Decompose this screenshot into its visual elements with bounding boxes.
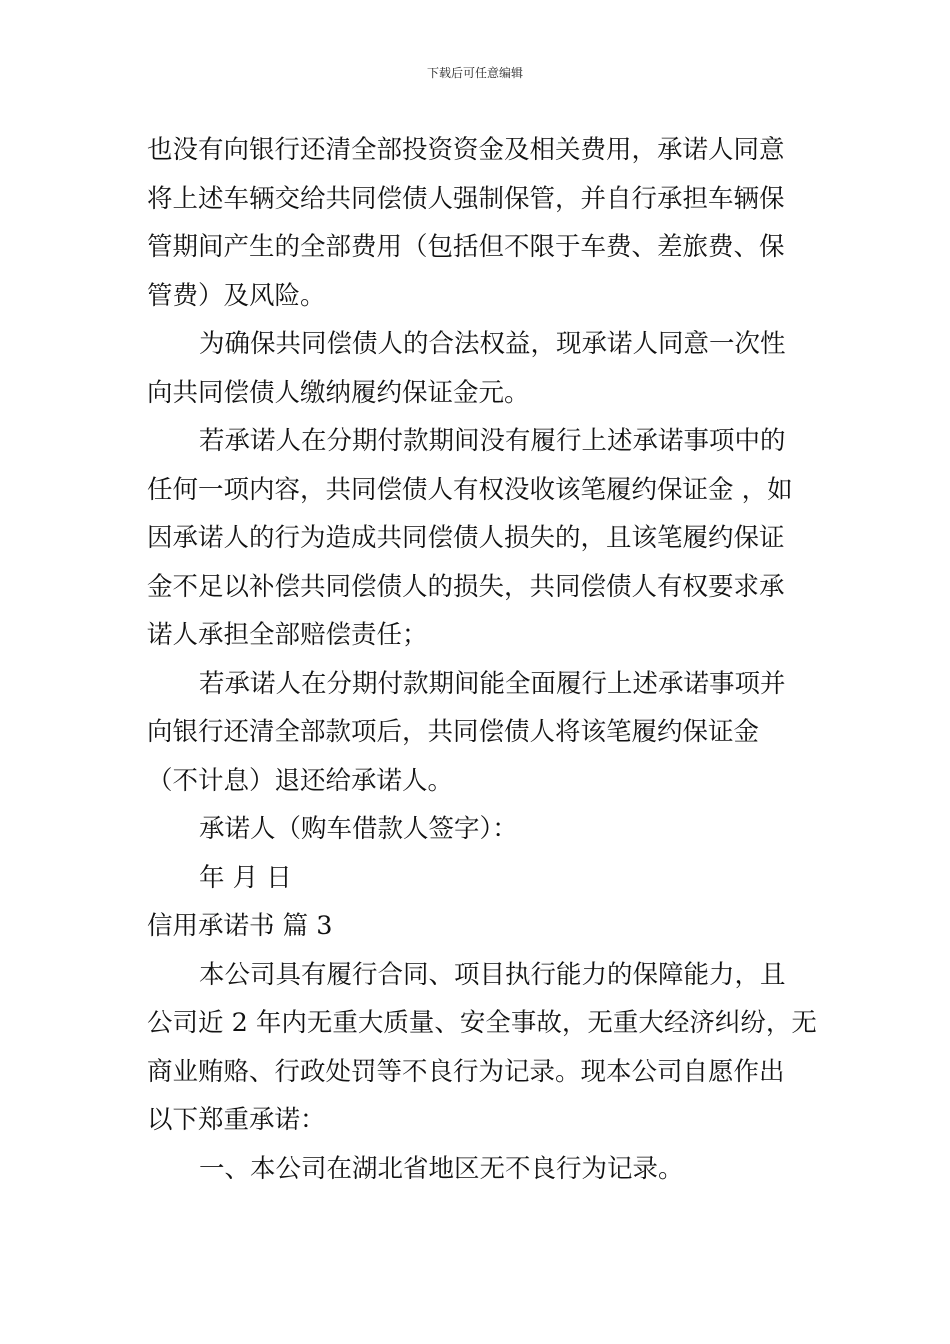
- paragraph-vehicle-custody: [147, 126, 809, 320]
- date-line: [147, 854, 809, 903]
- text-line: 管期间产生的全部费用（包括但不限于车费、差旅费、保: [147, 232, 785, 262]
- document-body: [147, 126, 817, 1193]
- paragraph-refund: [147, 660, 809, 806]
- text-line: 若承诺人在分期付款期间能全面履行上述承诺事项并: [199, 668, 786, 699]
- text-line: 为确保共同偿债人的合法权益，现承诺人同意一次性: [199, 329, 786, 359]
- signature-line: [147, 805, 809, 854]
- text-line: 诺人承担全部赔偿责任；: [147, 620, 428, 650]
- paragraph-deposit: [147, 320, 809, 417]
- text-line: 若承诺人在分期付款期间没有履行上述承诺事项中的: [199, 426, 786, 456]
- text-line: 向共同偿债人缴纳履约保证金元。: [147, 377, 530, 408]
- text-line: 管费）及风险。: [147, 280, 326, 311]
- signature-label: 承诺人（购车借款人签字）：: [199, 814, 518, 844]
- text-line: 也没有向银行还清全部投资资金及相关费用，承诺人同意: [147, 135, 785, 165]
- text-line: 因承诺人的行为造成共同偿债人损失的，且该笔履约保证: [147, 523, 785, 553]
- section-title: 信用承诺书 篇 3: [147, 911, 333, 941]
- text-line: 将上述车辆交给共同偿债人强制保管，并自行承担车辆保: [147, 183, 785, 214]
- text-line: 本公司具有履行合同、项目执行能力的保障能力，且: [199, 959, 786, 990]
- text-line: 一、本公司在湖北省地区无不良行为记录。: [199, 1153, 684, 1184]
- paragraph-forfeit: [147, 417, 809, 660]
- date-label: 年 月 日: [199, 862, 292, 893]
- text-line: 任何一项内容，共同偿债人有权没收该笔履约保证金 ，如: [147, 474, 793, 505]
- text-line: 商业贿赂、行政处罚等不良行为记录。现本公司自愿作出: [147, 1056, 785, 1087]
- text-line: 金不足以补偿共同偿债人的损失，共同偿债人有权要求承: [147, 571, 785, 602]
- paragraph-pledge-1: [147, 1145, 809, 1194]
- text-line: 以下郑重承诺：: [147, 1105, 326, 1135]
- text-line: 向银行还清全部款项后，共同偿债人将该笔履约保证金: [147, 717, 760, 747]
- header-note: 下载后可任意编辑: [426, 66, 523, 80]
- text-line: （不计息）退还给承诺人。: [147, 765, 454, 796]
- section-heading: [147, 902, 809, 951]
- paragraph-company-statement: [147, 951, 817, 1145]
- text-line: 公司近 2 年内无重大质量、安全事故，无重大经济纠纷，无: [147, 1008, 817, 1038]
